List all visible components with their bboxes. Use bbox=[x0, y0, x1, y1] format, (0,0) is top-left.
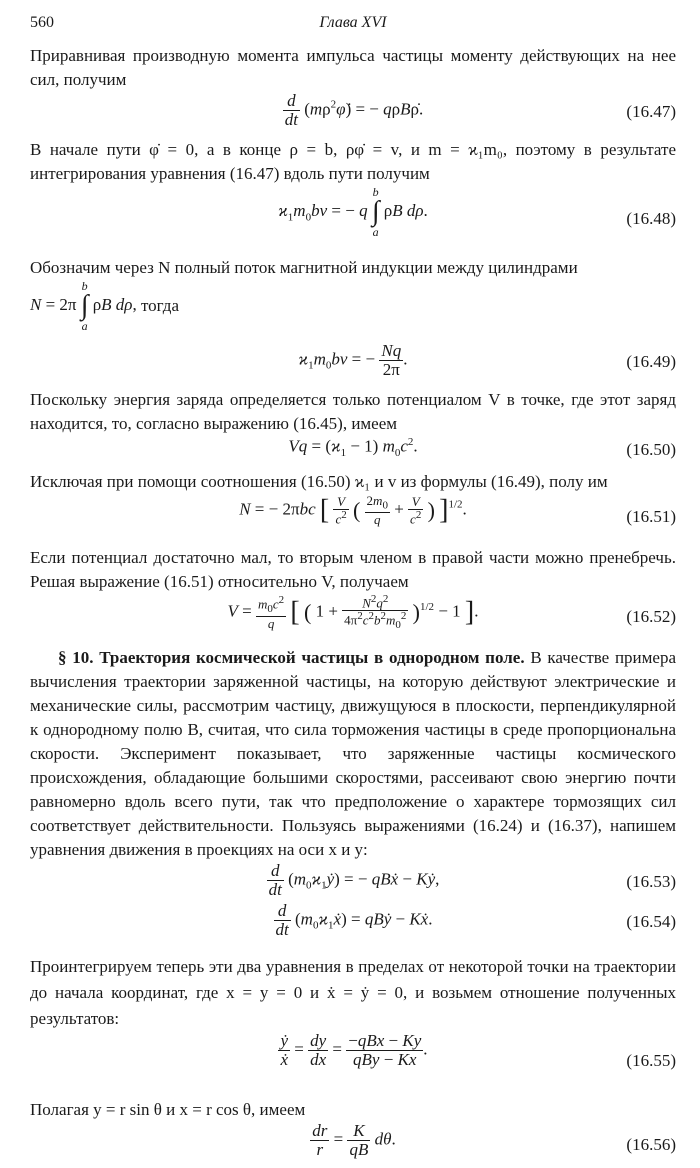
equation-16-50 bbox=[30, 436, 676, 464]
equation-16-55 bbox=[30, 1032, 676, 1090]
equation-16-53 bbox=[30, 862, 676, 902]
section-heading: § 10. Траектория космической частицы в однородном поле. bbox=[58, 648, 525, 667]
paragraph-3 bbox=[30, 256, 676, 280]
page-header bbox=[30, 14, 676, 42]
paragraph-9: Полагая y = r sin θ и x = r cos θ, имеем bbox=[30, 1100, 306, 1119]
paragraph-1: Приравнивая производную момента импульса частицы моменту действующих на нее сил, получим bbox=[30, 46, 676, 89]
equation-body: $\frac{\text{ẏ}}{\text{ẋ}}$ = $\frac{dy}{dx}$ = $\frac{\text{−qBx − Ky}}{\text{qBy − Kx}}$ . bbox=[280, 1031, 428, 1069]
equation-body: $\frac{dr}{r}$ = $\frac{K}{qB}$ dθ. bbox=[312, 1121, 396, 1159]
page bbox=[30, 14, 676, 1168]
flux-formula: N = 2π b ∫ a ρB dρ, bbox=[30, 279, 137, 333]
equation-number: (16.54) bbox=[626, 912, 676, 931]
chapter-title: Глава XVI bbox=[319, 14, 387, 31]
equation-body: $Vq = (ϰ_1 - 1)$ $m_0c^2$. bbox=[288, 436, 418, 460]
paragraph-7-text: В качестве примера вычисления траектории заряженной частицы, на которую действуют электрические и механические силы, рассмотрим частицу, движущуюся в плоскости, перпендикулярной к однородному полю B, считая, что сила торможения частицы в среде пропорциональна скорости. Эксперимент показывает, что заряженные частицы космического происхождения, обладающие большими скоростями, рассеивают свою энергию почти равномерно вдоль всего пути, так что предположение о характере тормозящих сил соответствует действительности. Пользуясь выражениями (16.24) и (16.37), напишем уравнения движения в проекциях на оси x и y: bbox=[30, 648, 676, 859]
equation-body: N = − 2πbc [ $\frac{V}{c^2}$ ( $\frac{2m_0}{q}$ + $\frac{V}{c^2}$ ) ]$^{1/2}$. bbox=[239, 493, 467, 528]
equation-16-51 bbox=[30, 494, 676, 540]
equation-body: $ϰ_1m_0bv$ = − $\frac{Nq}{2\pi}$ . bbox=[298, 341, 408, 379]
equation-number: (16.47) bbox=[626, 102, 676, 121]
equation-body: $\frac{d}{dt}$ $(m_0ϰ_1ẋ)$ = qBẏ − Kẋ. bbox=[275, 901, 433, 939]
paragraph-6: Если потенциал достаточно мал, то вторым членом в правой части можно пренебречь. Решая выражение (16.51) относительно V, получаем bbox=[30, 548, 676, 591]
flux-definition bbox=[30, 280, 676, 342]
equation-number: (16.50) bbox=[626, 440, 676, 459]
paragraph-3-text: Обозначим через N полный поток магнитной индукции между цилиндрами bbox=[30, 258, 578, 277]
paragraph-7 bbox=[30, 646, 676, 862]
flux-then: тогда bbox=[140, 296, 179, 315]
equation-number: (16.52) bbox=[626, 607, 676, 626]
page-number: 560 bbox=[30, 14, 54, 31]
equation-16-52 bbox=[30, 594, 676, 640]
equation-16-48 bbox=[30, 186, 676, 252]
equation-number: (16.49) bbox=[626, 352, 676, 371]
equation-body: V = $\frac{m_0c^2}{q}$ [ ( 1 + $\frac{N^2q^2}{4\pi^2c^2b^2m_0^2}$ )$^{1/2}$ − 1 ]. bbox=[227, 593, 479, 631]
paragraph-2: В начале пути φ̇ = 0, а в конце ρ = b, ρφ̇ = v, и m = ϰ₁m₀, поэтому в результате интегрирования уравнения (16.47) вдоль пути получим bbox=[30, 140, 676, 183]
equation-body: $ϰ_1m_0bv$ = − q b ∫ a ρB dρ. bbox=[278, 185, 428, 239]
equation-number: (16.51) bbox=[626, 507, 676, 526]
equation-number: (16.53) bbox=[626, 872, 676, 891]
paragraph-8: Проинтегрируем теперь эти два уравнения в пределах от некоторой точки на траектории до начала координат, где x = y = 0 и ẋ = ẏ = 0, и возьмем отношение полученных результатов: bbox=[30, 957, 676, 1028]
equation-16-54 bbox=[30, 902, 676, 942]
equation-body: $\frac{d}{dt}$ $(m\rho^2\varphi̇)$ = − qρBρ̇. bbox=[284, 91, 424, 129]
equation-16-47 bbox=[30, 92, 676, 132]
equation-body: $\frac{d}{dt}$ $(m_0ϰ_1ẏ)$ = − qBẋ − Kẏ, bbox=[268, 861, 440, 899]
equation-number: (16.48) bbox=[626, 209, 676, 228]
paragraph-4: Поскольку энергия заряда определяется только потенциалом V в точке, где этот заряд находится, то, согласно выражению (16.45), имеем bbox=[30, 390, 676, 433]
equation-number: (16.56) bbox=[626, 1135, 676, 1154]
equation-number: (16.55) bbox=[626, 1051, 676, 1070]
paragraph-5: Исключая при помощи соотношения (16.50) ϰ₁ и v из формулы (16.49), полу им bbox=[30, 472, 608, 491]
equation-16-49 bbox=[30, 342, 676, 382]
equation-16-56 bbox=[30, 1122, 676, 1168]
